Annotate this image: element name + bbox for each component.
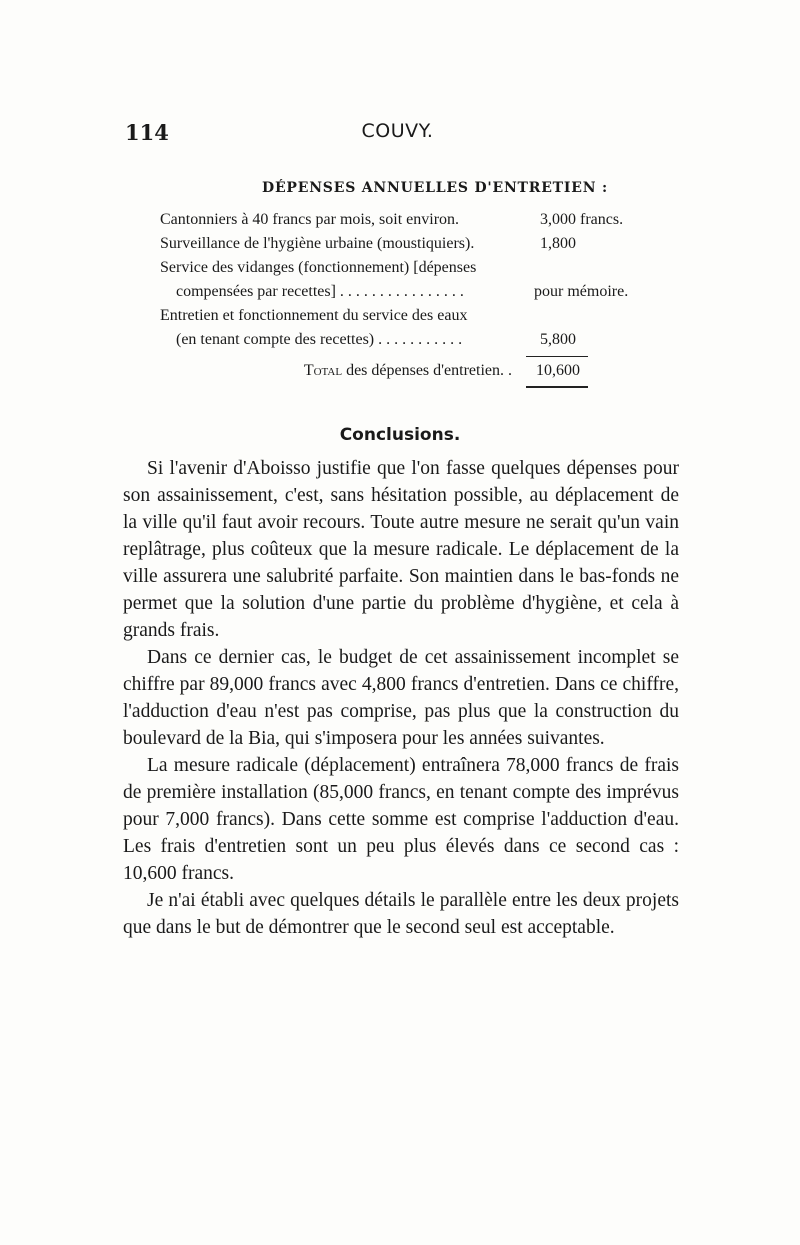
paragraph: Si l'avenir d'Aboisso justifie que l'on fasse quelques dépenses pour son assainissement, c'est, sans hésitation possible, au déplacement de la ville qu'il faut avoir recours. Toute autre mesure ne serait qu'un vain replâtrage, plus coûteux que la mesure radicale. Le déplacement de la ville assurera une salubrité parfaite. Son maintien dans le bas-fonds ne permet que la solution d'une partie du problème d'hygiène, et cela à grands frais. xyxy=(123,458,679,641)
paragraph: Je n'ai établi avec quelques détails le parallèle entre les deux projets que dans le but de démontrer que le second seul est acceptable. xyxy=(123,890,679,938)
expense-row xyxy=(160,208,640,232)
paragraph: La mesure radicale (déplacement) entraînera 78,000 francs de frais de première installation (85,000 francs, en tenant compte des imprévus pour 7,000 francs). Dans cette somme est comprise l'adduction d'eau. Les frais d'entretien sont un peu plus élevés dans ce second cas : 10,600 francs. xyxy=(123,755,679,884)
expense-label: (en tenant compte des recettes) . . . . . . . . . . . xyxy=(176,331,463,348)
expense-row xyxy=(160,280,640,304)
expense-row xyxy=(160,256,640,280)
expense-row xyxy=(160,304,640,328)
expense-label: Entretien et fonctionnement du service des eaux xyxy=(160,307,468,324)
expense-row xyxy=(160,328,640,352)
expenses-heading: DÉPENSES ANNUELLES D'ENTRETIEN : xyxy=(262,180,608,196)
total-amount: 10,600 xyxy=(536,362,580,379)
total-label xyxy=(304,356,512,386)
expense-total-row xyxy=(160,356,640,386)
expense-amount: 1,800 xyxy=(540,235,576,252)
expense-label: Surveillance de l'hygiène urbaine (moustiquiers). xyxy=(160,235,475,252)
running-title: COUVY. xyxy=(361,120,434,142)
paragraph: Dans ce dernier cas, le budget de cet assainissement incomplet se chiffre par 89,000 francs avec 4,800 francs d'entretien. Dans ce chiffre, l'adduction d'eau n'est pas comprise, pas plus que la construction du boulevard de la Bia, qui s'imposera pour les années suivantes. xyxy=(123,647,679,749)
expense-row xyxy=(160,232,640,256)
expense-amount: pour mémoire. xyxy=(534,283,629,300)
conclusions-heading: Conclusions. xyxy=(339,425,461,445)
expense-amount: 3,000 francs. xyxy=(540,211,624,228)
total-rule-bottom xyxy=(526,386,588,388)
expense-label: compensées par recettes] . . . . . . . . . . . . . . . . xyxy=(176,283,464,300)
expense-amount: 5,800 xyxy=(540,331,576,348)
total-label-rest: des dépenses d'entretien. . xyxy=(342,362,512,379)
expense-label: Cantonniers à 40 francs par mois, soit environ. xyxy=(160,211,460,228)
page-header xyxy=(125,120,670,144)
expense-label: Service des vidanges (fonctionnement) [dépenses xyxy=(160,259,477,276)
expense-table xyxy=(160,208,640,386)
page-number: 114 xyxy=(125,120,169,145)
conclusions-body xyxy=(123,455,679,941)
total-label-prefix: Total xyxy=(303,362,343,379)
